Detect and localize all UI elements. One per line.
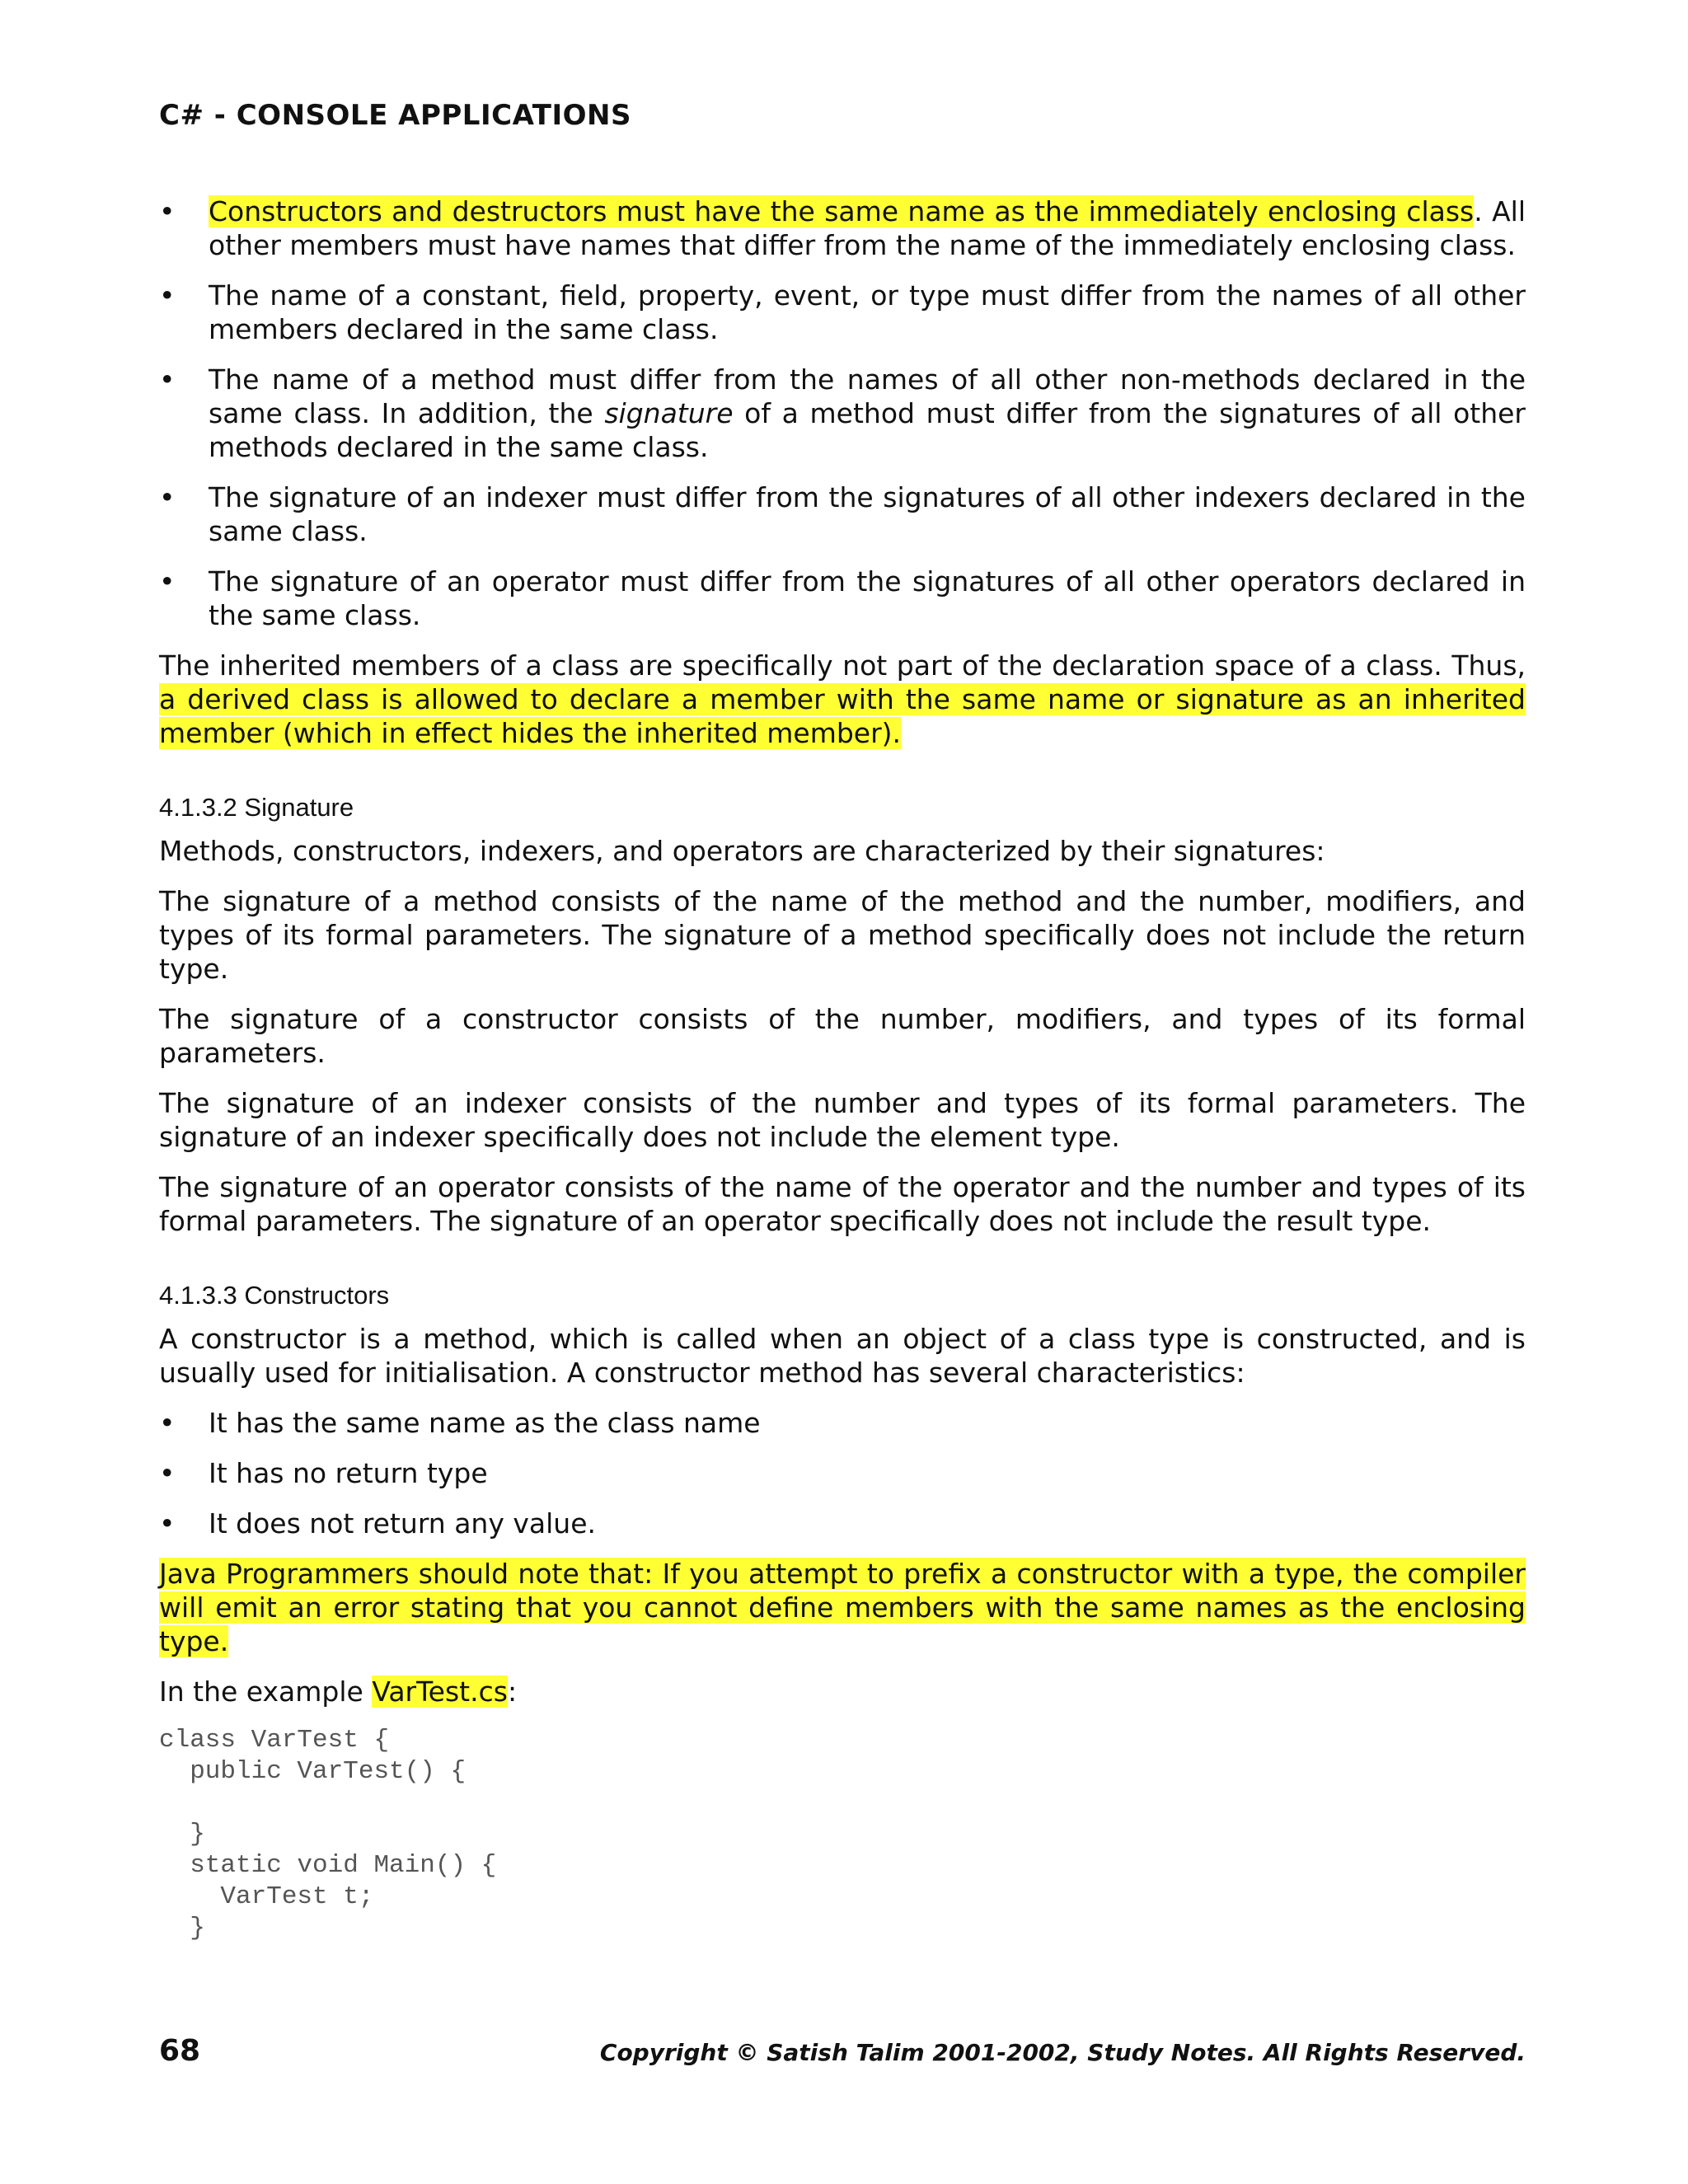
declaration-rules-list	[159, 194, 1526, 632]
page-number: 68	[159, 2034, 201, 2068]
list-item: • It has no return type	[159, 1456, 1526, 1490]
highlighted-text: Java Programmers should note that: If you attempt to prefix a constructor with a type, the compiler will emit an error stating that you cannot define members with the same names as the enclosing type.	[159, 1558, 1526, 1657]
paragraph: The signature of an indexer consists of the number and types of its formal parameters. The signature of an indexer specifically does not include the element type.	[159, 1087, 1526, 1153]
paragraph: The signature of a constructor consists of the number, modifiers, and types of its formal parameters.	[159, 1003, 1526, 1069]
paragraph: The signature of an operator consists of the name of the operator and the number and types of its formal parameters. The signature of an operator specifically does not include the result type.	[159, 1171, 1526, 1237]
list-item-text: The name of a method must differ from the names of all other non-methods declared in the same class. In addition, the	[209, 363, 1526, 429]
list-item	[159, 194, 1526, 262]
page-footer	[159, 2034, 1526, 2075]
paragraph-text: In the example	[159, 1675, 373, 1708]
list-item-text: of a method must differ from the signatures of all other methods declared in the same class.	[209, 397, 1526, 463]
section-heading-signature: 4.1.3.2 Signature	[159, 793, 354, 822]
list-item-text: . All other members must have names that differ from the name of the immediately enclosing class.	[209, 195, 1526, 261]
paragraph: Methods, constructors, indexers, and operators are characterized by their signatures:	[159, 835, 1325, 867]
list-item: • It has the same name as the class name	[159, 1406, 1526, 1440]
constructor-characteristics-list	[159, 1406, 1526, 1540]
page-content	[159, 194, 1526, 1944]
paragraph: A constructor is a method, which is called when an object of a class type is constructed, and is usually used for initialisation. A constructor method has several characteristics:	[159, 1323, 1526, 1389]
list-item: • The signature of an operator must differ from the signatures of all other operators declared in the same class.	[159, 565, 1526, 632]
inherited-members-paragraph	[159, 649, 1526, 750]
list-item: • The name of a constant, field, property, event, or type must differ from the names of all other members declared in the same class.	[159, 279, 1526, 346]
example-intro	[159, 1675, 1526, 1708]
paragraph-text: The inherited members of a class are specifically not part of the declaration space of a class. Thus,	[159, 649, 1526, 682]
list-item: • The signature of an indexer must differ from the signatures of all other indexers declared in the same class.	[159, 480, 1526, 548]
paragraph: The signature of a method consists of the name of the method and the number, modifiers, and types of its formal parameters. The signature of a method specifically does not include the return type.	[159, 885, 1526, 985]
copyright-notice: Copyright © Satish Talim 2001-2002, Study Notes. All Rights Reserved.	[599, 2039, 1526, 2066]
java-note-paragraph	[159, 1557, 1526, 1658]
emphasis-text: signature	[604, 397, 734, 429]
section-heading-constructors: 4.1.3.3 Constructors	[159, 1281, 390, 1310]
highlighted-text: a derived class is allowed to declare a member with the same name or signature as an inherited member (which in effect hides the inherited member).	[159, 683, 1526, 749]
paragraph-text: :	[507, 1675, 518, 1708]
highlighted-text: Constructors and destructors must have the same name as the immediately enclosing class	[209, 195, 1475, 227]
code-block: class VarTest { public VarTest() { } static void Main() { VarTest t; }	[159, 1726, 497, 1943]
list-item: • It does not return any value.	[159, 1507, 1526, 1540]
page-header: C# - CONSOLE APPLICATIONS	[159, 99, 631, 132]
list-item	[159, 363, 1526, 464]
example-filename: VarTest.cs	[372, 1675, 508, 1708]
